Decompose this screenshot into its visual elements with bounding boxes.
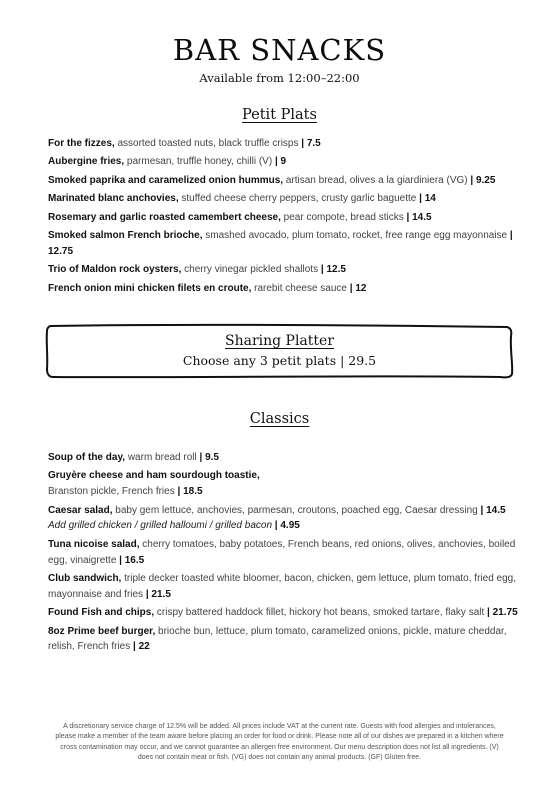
item-description: baby gem lettuce, anchovies, parmesan, croutons, poached egg, Caesar dressing — [112, 504, 481, 516]
item-price: | 12 — [349, 282, 367, 294]
item-name: Club sandwich, — [48, 572, 122, 584]
item-name: Smoked paprika and caramelized onion hummus, — [48, 174, 284, 186]
item-description: warm bread roll — [125, 452, 200, 463]
menu-item — [48, 571, 518, 603]
item-name: Gruyère cheese and ham sourdough toastie, — [48, 470, 260, 482]
platter-border — [45, 322, 514, 380]
item-name: Marinated blanc anchovies, — [48, 193, 179, 205]
menu-item — [48, 605, 518, 621]
item-price: | 21.5 — [145, 588, 171, 600]
menu-item — [48, 191, 518, 207]
item-price: | 7.5 — [301, 138, 321, 149]
item-price: | 9.5 — [199, 452, 219, 463]
item-description: Branston pickle, French fries — [48, 486, 178, 498]
allergen-footer: A discretionary service charge of 12.5% will be added. All prices include VAT at the current rate. Guests with food allergies and intolerances, please make a member of the team aware before placing an order for food or drink. Please note all of our dishes are prepared in a kitchen where cross contamination may occur, and we cannot guarantee an allergen free environment. Our menu description does not list all ingredients. (V) does not contain meat or fish. (VG) does not contain any animal products. (GF) Gluten free. — [55, 723, 504, 762]
page-title: BAR SNACKS — [172, 33, 387, 67]
petit-plats-list — [48, 136, 518, 299]
availability-subtitle: Available from 12:00–22:00 — [199, 71, 360, 85]
menu-item — [48, 173, 518, 189]
item-price: | 22 — [133, 641, 150, 653]
menu-item — [48, 228, 518, 260]
item-description: pear compote, bread sticks — [280, 211, 407, 223]
sharing-platter-title: Sharing Platter — [224, 333, 335, 349]
item-price: | 14.5 — [406, 211, 432, 223]
item-description: assorted toasted nuts, black truffle crisps — [114, 138, 302, 149]
item-description: brioche bun, lettuce, plum tomato, caramelized onions, pickle, mature cheddar, relish, French fries — [48, 625, 507, 653]
sharing-platter-box — [45, 322, 514, 380]
item-description: artisan bread, olives a la giardiniera (VG) — [283, 174, 471, 186]
item-name: Tuna nicoise salad, — [48, 538, 140, 550]
item-price: | 12.5 — [320, 264, 346, 276]
menu-item — [48, 503, 518, 535]
item-price: | 14 — [419, 193, 436, 205]
item-description: parmesan, truffle honey, chilli (V) — [124, 156, 275, 168]
sharing-platter-subtitle: Choose any 3 petit plats | 29.5 — [182, 353, 377, 368]
menu-item — [48, 537, 518, 569]
menu-item — [48, 210, 518, 226]
classics-heading: Classics — [249, 411, 310, 427]
menu-item — [48, 468, 518, 500]
item-name: Rosemary and garlic roasted camembert cheese, — [48, 211, 281, 223]
addon-price: | 4.95 — [274, 520, 300, 532]
item-description: stuffed cheese cherry peppers, crusty garlic baguette — [178, 193, 420, 205]
item-price: | 12.75 — [48, 229, 513, 257]
item-price: | 9.25 — [470, 174, 496, 186]
item-name: French onion mini chicken filets en croute, — [48, 282, 252, 294]
addon-text: Add grilled chicken / grilled halloumi / grilled bacon — [48, 520, 275, 532]
item-price: | 9 — [274, 156, 287, 168]
item-description: cherry tomatoes, baby potatoes, French beans, red onions, olives, anchovies, boiled egg, vinaigrette — [48, 538, 516, 566]
item-description: smashed avocado, plum tomato, rocket, free range egg mayonnaise — [202, 229, 510, 241]
item-description: crispy battered haddock fillet, hickory hot beans, smoked tartare, flaky salt — [154, 607, 488, 619]
item-price: | 18.5 — [177, 486, 203, 498]
menu-item — [48, 450, 518, 466]
item-addon — [48, 518, 518, 534]
menu-item — [48, 136, 518, 152]
menu-item — [48, 154, 518, 170]
item-description: rarebit cheese sauce — [251, 282, 350, 294]
item-description: triple decker toasted white bloomer, bacon, chicken, gem lettuce, plum tomato, fried egg, mayonnaise and fries — [48, 572, 516, 600]
item-name: Trio of Maldon rock oysters, — [48, 264, 182, 276]
item-price: | 21.75 — [487, 607, 518, 619]
item-price: | 14.5 — [480, 504, 506, 516]
menu-item — [48, 262, 518, 278]
classics-list — [48, 450, 518, 658]
menu-item — [48, 281, 518, 297]
item-price: | 16.5 — [119, 554, 145, 566]
item-name: For the fizzes, — [48, 138, 115, 149]
menu-item — [48, 624, 518, 656]
item-name: 8oz Prime beef burger, — [48, 625, 156, 637]
item-name: Soup of the day, — [48, 452, 126, 463]
item-name: Smoked salmon French brioche, — [48, 229, 203, 241]
item-name: Found Fish and chips, — [48, 607, 155, 619]
item-description: cherry vinegar pickled shallots — [181, 264, 321, 276]
item-name: Aubergine fries, — [48, 156, 125, 168]
item-name: Caesar salad, — [48, 504, 113, 516]
petit-plats-heading: Petit Plats — [242, 107, 317, 123]
